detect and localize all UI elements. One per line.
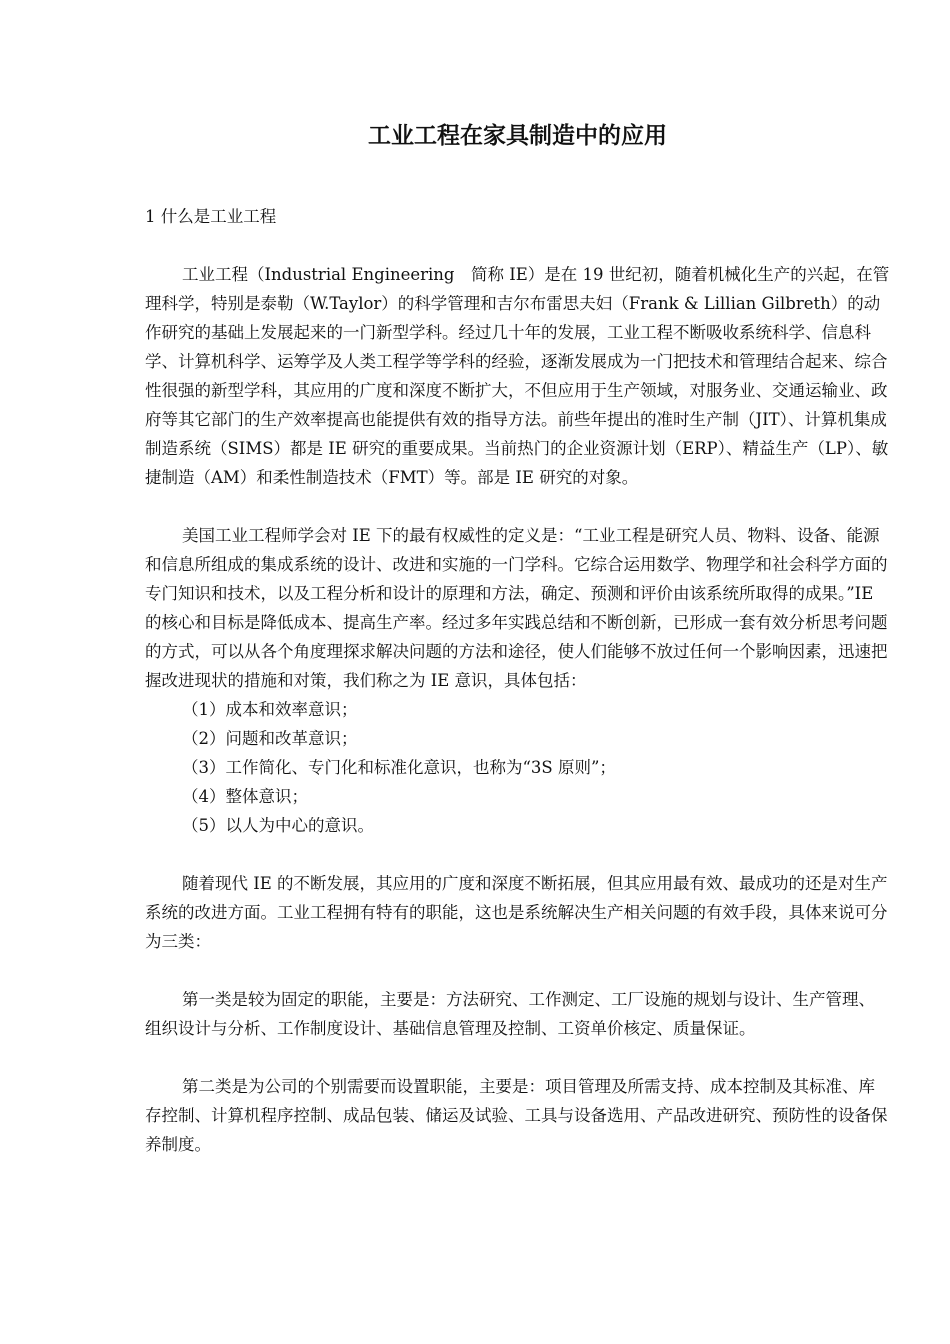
document-page [145, 118, 890, 1188]
paragraph-function-type-2: 第二类是为公司的个别需要而设置职能，主要是：项目管理及所需支持、成本控制及其标准、库存控制、计算机程序控制、成品包装、储运及试验、工具与设备选用、产品改进研究、预防性的设备保养制度。 [145, 1077, 888, 1154]
ie-awareness-list [145, 695, 890, 840]
paragraph-ie-functions-intro: 随着现代 IE 的不断发展，其应用的广度和深度不断拓展，但其应用最有效、最成功的还是对生产系统的改进方面。工业工程拥有特有的职能，这也是系统解决生产相关问题的有效手段，具体来说可分为三类： [145, 874, 888, 951]
list-item: （4）整体意识； [182, 787, 308, 806]
paragraph-ie-definition: 美国工业工程师学会对 IE 下的最有权威性的定义是：“工业工程是研究人员、物料、设备、能源和信息所组成的集成系统的设计、改进和实施的一门学科。它综合运用数学、物理学和社会科学方面的专门知识和技术，以及工程分析和设计的原理和方法，确定、预测和评价由该系统所取得的成果。”IE 的核心和目标是降低成本、提高生产率。经过多年实践总结和不断创新，已形成一套有效分析思考问题的方式，可以从各个角度理探求解决问题的方法和途径，使人们能够不放过任何一个影响因素，迅速把握改进现状的措施和对策，我们称之为 IE 意识，具体包括： [145, 526, 888, 690]
paragraph-ie-history: 工业工程（Industrial Engineering 简称 IE）是在 19 世纪初，随着机械化生产的兴起，在管理科学，特别是泰勒（W.Taylor）的科学管理和吉尔布雷思夫妇（Frank & Lillian Gilbreth）的动作研究的基础上发展起来的一门新型学科。经过几十年的发展，工业工程不断吸收系统科学、信息科学、计算机科学、运筹学及人类工程学等学科的经验，逐渐发展成为一门把技术和管理结合起来、综合性很强的新型学科，其应用的广度和深度不断扩大，不但应用于生产领域，对服务业、交通运输业、政府等其它部门的生产效率提高也能提供有效的指导方法。前些年提出的准时生产制（JIT）、计算机集成制造系统（SIMS）都是 IE 研究的重要成果。当前热门的企业资源计划（ERP）、精益生产（LP）、敏捷制造（AM）和柔性制造技术（FMT）等。部是 IE 研究的对象。 [145, 265, 890, 487]
list-item: （3）工作简化、专门化和标准化意识，也称为“3S 原则”； [182, 758, 616, 777]
list-item: （1）成本和效率意识； [182, 700, 358, 719]
paragraph-function-type-1: 第一类是较为固定的职能，主要是：方法研究、工作测定、工厂设施的规划与设计、生产管理、组织设计与分析、工作制度设计、基础信息管理及控制、工资单价核定、质量保证。 [145, 990, 875, 1038]
section-heading-1: 1 什么是工业工程 [145, 207, 277, 226]
list-item: （2）问题和改革意识； [182, 729, 358, 748]
list-item: （5）以人为中心的意识。 [182, 816, 374, 835]
document-title: 工业工程在家具制造中的应用 [368, 123, 667, 149]
